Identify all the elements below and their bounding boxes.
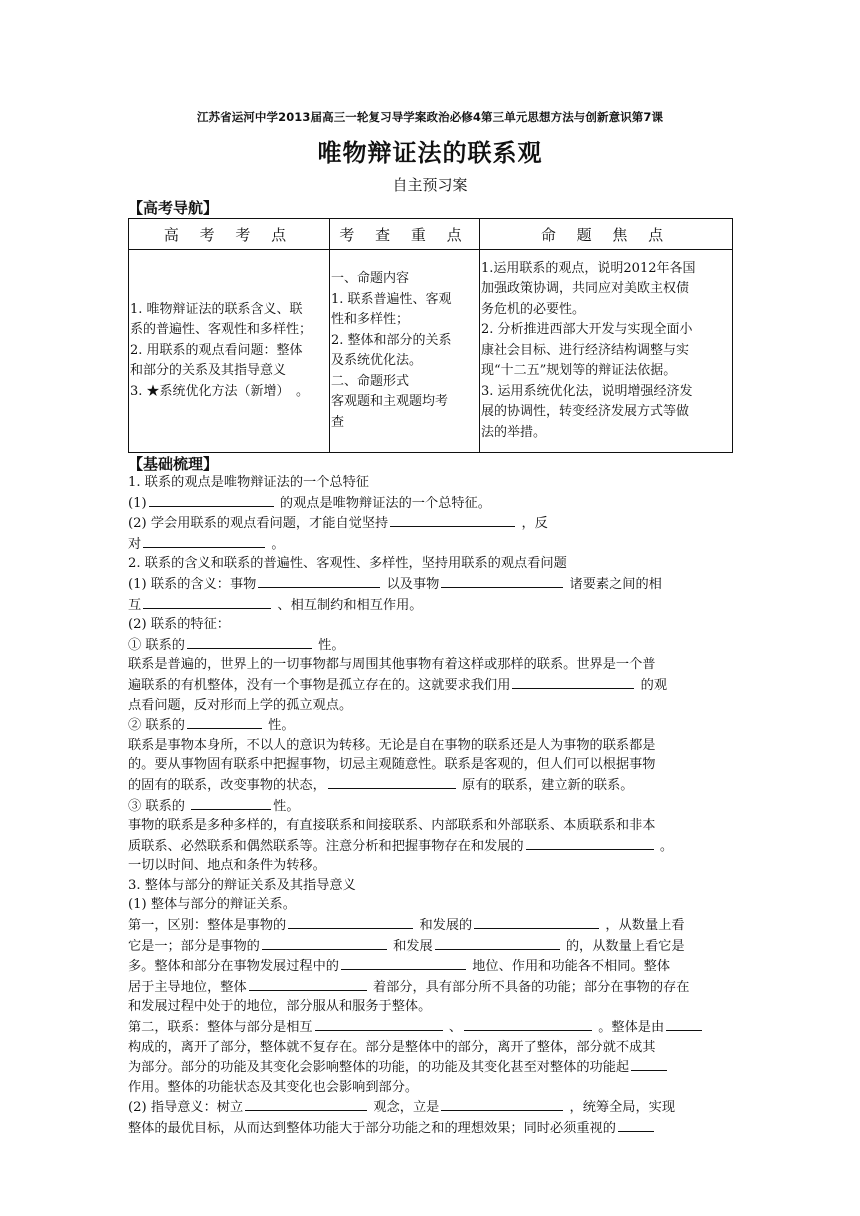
text-segment: 多。整体和部分在事物发展过程中的 — [128, 959, 339, 975]
text-segment: 一切以时间、地点和条件为转移。 — [128, 858, 326, 874]
text-segment: 以及事物 — [382, 576, 440, 592]
text-line — [128, 554, 732, 574]
exam-guide-table — [128, 218, 733, 453]
text-line — [128, 816, 732, 836]
text-segment: (2) 指导意义：树立 — [128, 1100, 244, 1116]
text-line — [128, 675, 732, 696]
text-line — [128, 1078, 732, 1098]
text-segment: 质联系、必然联系和偶然联系等。注意分析和把握事物存在和发展的 — [128, 838, 524, 854]
text-line — [128, 574, 732, 595]
text-segment: 第一，区别：整体是事物的 — [128, 918, 287, 934]
column-header: 命 题 焦 点 — [480, 219, 733, 250]
text-line — [128, 956, 732, 977]
basics-body — [128, 473, 732, 1139]
fill-in-blank[interactable] — [249, 977, 367, 991]
text-segment: 它是一；部分是事物的 — [128, 938, 260, 954]
table-cell-line: 展的协调性，转变经济发展方式等做 — [481, 404, 690, 420]
table-cell-line: 性和多样性； — [331, 312, 410, 327]
text-segment: (1) 整体与部分的辩证关系。 — [128, 897, 296, 913]
text-segment: 。 — [267, 536, 285, 552]
fill-in-blank[interactable] — [245, 1097, 367, 1111]
document-header-line: 江苏省运河中学2013届高三一轮复习导学案政治必修4第三单元思想方法与创新意识第7课 — [196, 110, 664, 124]
text-segment: 的观点是唯物辩证法的一个总特征。 — [275, 495, 491, 511]
text-line — [128, 856, 732, 876]
table-cell-line: 3. ★系统优化方法（新增） 。 — [130, 383, 310, 399]
table-cell-line: 二、命题形式 — [331, 373, 410, 389]
fill-in-blank[interactable] — [149, 493, 274, 507]
text-line — [128, 755, 732, 775]
text-line — [128, 895, 732, 915]
text-segment: 作用。整体的功能状态及其变化也会影响到部分。 — [128, 1079, 419, 1095]
text-segment: ，统筹全局，实现 — [565, 1100, 676, 1116]
text-segment: 的固有的联系，改变事物的状态， — [128, 777, 326, 793]
table-cell-line: 务危机的必要性。 — [481, 301, 586, 317]
text-segment: (2) 学会用联系的观点看问题，才能自觉坚持 — [128, 516, 389, 532]
text-segment: 、相互制约和相互作用。 — [273, 597, 423, 613]
text-segment: 和发展过程中处于的地位，部分服从和服务于整体。 — [128, 999, 432, 1015]
text-line — [128, 615, 732, 635]
text-segment: 互 — [128, 597, 142, 613]
table-cell-line: 现“十二五”规划等的辩证法依据。 — [481, 363, 677, 379]
text-segment: 对 — [128, 536, 142, 552]
text-segment: 事物的联系是多种多样的，有直接联系和间接联系、内部联系和外部联系、本质联系和非本 — [128, 818, 656, 834]
text-segment: (1) — [128, 495, 147, 511]
page-subtitle: 自主预习案 — [392, 176, 468, 194]
table-cell-line: 1.运用联系的观点，说明2012年各国 — [481, 260, 696, 276]
table-cell-line: 1. 联系普遍性、客观 — [331, 291, 452, 307]
text-segment: 构成的，离开了部分，整体就不复存在。部分是整体中的部分，离开了整体，部分就不成其 — [128, 1039, 656, 1055]
text-segment: 的。要从事物固有联系中把握事物，切忌主观随意性。联系是客观的，但人们可以根据事物 — [128, 757, 656, 773]
table-cell-line: 法的举措。 — [481, 424, 547, 440]
text-segment: 性。 — [273, 798, 300, 814]
table-cell-line: 及系统优化法。 — [331, 353, 423, 368]
fill-in-blank[interactable] — [390, 513, 515, 527]
text-line — [128, 1017, 732, 1038]
text-segment: 点看问题，反对形而上学的孤立观点。 — [128, 697, 353, 713]
table-cell-line: 和部分的关系及其指导意义 — [130, 363, 287, 379]
fill-in-blank[interactable] — [258, 574, 380, 588]
fill-in-blank[interactable] — [315, 1017, 443, 1031]
document-page — [128, 105, 732, 1139]
fill-in-blank[interactable] — [441, 574, 563, 588]
text-segment: ② 联系的 — [128, 718, 185, 734]
fill-in-blank[interactable] — [187, 715, 262, 729]
table-cell-line: 查 — [331, 414, 345, 430]
text-line — [128, 977, 732, 998]
exam-points-cell — [129, 250, 330, 453]
text-segment: ③ 联系的 — [128, 798, 190, 814]
text-line — [128, 513, 732, 534]
fill-in-blank[interactable] — [143, 595, 271, 609]
text-segment: 的，从数量上看它是 — [561, 938, 685, 954]
table-row — [129, 250, 733, 453]
text-line — [128, 997, 732, 1017]
text-line — [128, 715, 732, 736]
text-line — [128, 1118, 732, 1139]
section-heading-basics: 【基础梳理】 — [128, 455, 219, 473]
text-line — [128, 775, 732, 796]
fill-in-blank[interactable] — [474, 915, 599, 929]
text-segment: ，从数量上看 — [601, 918, 685, 934]
text-line — [128, 915, 732, 936]
text-segment: 原有的联系，建立新的联系。 — [457, 777, 634, 793]
fill-in-blank[interactable] — [618, 1118, 654, 1132]
table-cell-line: 一、命题内容 — [331, 271, 410, 286]
fill-in-blank[interactable] — [328, 775, 456, 789]
text-line — [128, 595, 732, 616]
fill-in-blank[interactable] — [435, 936, 560, 950]
fill-in-blank[interactable] — [526, 836, 654, 850]
text-line — [128, 473, 732, 493]
page-title: 唯物辩证法的联系观 — [317, 139, 543, 167]
section-heading-exam-guide: 【高考导航】 — [128, 199, 219, 217]
fill-in-blank[interactable] — [191, 796, 271, 810]
text-segment: 2. 联系的含义和联系的普遍性、客观性、多样性，坚持用联系的观点看问题 — [128, 556, 567, 572]
table-cell-line: 1. 唯物辩证法的联系含义、联 — [130, 301, 303, 317]
text-line — [128, 493, 732, 514]
text-segment: 和发展 — [388, 938, 433, 954]
text-segment: (1) 联系的含义：事物 — [128, 576, 257, 592]
table-cell-line: 系的普遍性、客观性和多样性； — [130, 322, 313, 338]
fill-in-blank[interactable] — [143, 534, 265, 548]
text-segment: ① 联系的 — [128, 637, 185, 653]
fill-in-blank[interactable] — [341, 956, 466, 970]
text-line — [128, 696, 732, 716]
text-segment: ，反 — [517, 516, 548, 532]
text-segment: 联系是普遍的，世界上的一切事物都与周围其他事物有着这样或那样的联系。世界是一个普 — [128, 657, 656, 673]
text-segment: 诸要素之间的相 — [565, 576, 662, 592]
text-segment: 为部分。部分的功能及其变化会影响整体的功能，的功能及其变化甚至对整体的功能起 — [128, 1060, 630, 1076]
fill-in-blank[interactable] — [512, 675, 634, 689]
table-cell-line: 2. 整体和部分的关系 — [331, 332, 452, 348]
text-segment: 着部分，具有部分所不具备的功能；部分在事物的存在 — [368, 979, 690, 995]
question-focus-cell — [480, 250, 733, 453]
text-line — [128, 936, 732, 957]
text-segment: 地位、作用和功能各不相同。整体 — [468, 959, 671, 975]
table-cell-line: 加强政策协调，共同应对美欧主权债 — [481, 281, 690, 297]
table-header-row — [129, 219, 733, 250]
text-segment: 。 — [655, 838, 674, 854]
fill-in-blank[interactable] — [631, 1057, 667, 1071]
text-segment: 遍联系的有机整体，没有一个事物是孤立存在的。这就要求我们用 — [128, 677, 511, 693]
text-line — [128, 1057, 732, 1078]
text-segment: 3. 整体与部分的辩证关系及其指导意义 — [128, 877, 356, 893]
table-cell-line: 2. 用联系的观点看问题：整体 — [130, 342, 303, 358]
text-segment: 1. 联系的观点是唯物辩证法的一个总特征 — [128, 475, 369, 490]
text-segment: 和发展的 — [415, 918, 473, 934]
table-cell-line: 3. 运用系统优化法，说明增强经济发 — [481, 383, 693, 399]
text-line — [128, 876, 732, 896]
table-cell-line: 2. 分析推进西部大开发与实现全面小 — [481, 322, 693, 338]
text-segment: 联系是事物本身所，不以人的意识为转移。无论是自在事物的联系还是人为事物的联系都是 — [128, 737, 656, 753]
text-line — [128, 796, 732, 817]
text-segment: 。整体是由 — [594, 1020, 665, 1036]
column-header: 高 考 考 点 — [129, 219, 330, 250]
exam-focus-cell — [330, 250, 480, 453]
text-segment: (2) 联系的特征： — [128, 617, 230, 633]
text-segment: 整体的最优目标，从而达到整体功能大于部分功能之和的理想效果；同时必须重视的 — [128, 1121, 616, 1136]
text-segment: 第二，联系：整体与部分是相互 — [128, 1020, 313, 1036]
text-segment: 居于主导地位，整体 — [128, 979, 247, 995]
text-segment: 观念，立是 — [369, 1100, 440, 1116]
text-segment: 性。 — [313, 637, 345, 653]
text-line — [128, 736, 732, 756]
text-segment: 、 — [444, 1020, 463, 1036]
fill-in-blank[interactable] — [288, 915, 413, 929]
fill-in-blank[interactable] — [441, 1097, 563, 1111]
fill-in-blank[interactable] — [666, 1017, 702, 1031]
column-header: 考 查 重 点 — [330, 219, 480, 250]
text-line — [128, 836, 732, 857]
table-cell-line: 客观题和主观题均考 — [331, 394, 449, 409]
text-segment: 的观 — [636, 677, 668, 693]
text-line — [128, 1097, 732, 1118]
fill-in-blank[interactable] — [187, 635, 312, 649]
text-segment: 性。 — [263, 718, 295, 734]
fill-in-blank[interactable] — [262, 936, 387, 950]
text-line — [128, 635, 732, 656]
text-line — [128, 1038, 732, 1058]
text-line — [128, 655, 732, 675]
fill-in-blank[interactable] — [464, 1017, 592, 1031]
table-cell-line: 康社会目标、进行经济结构调整与实 — [481, 342, 690, 358]
text-line — [128, 534, 732, 555]
